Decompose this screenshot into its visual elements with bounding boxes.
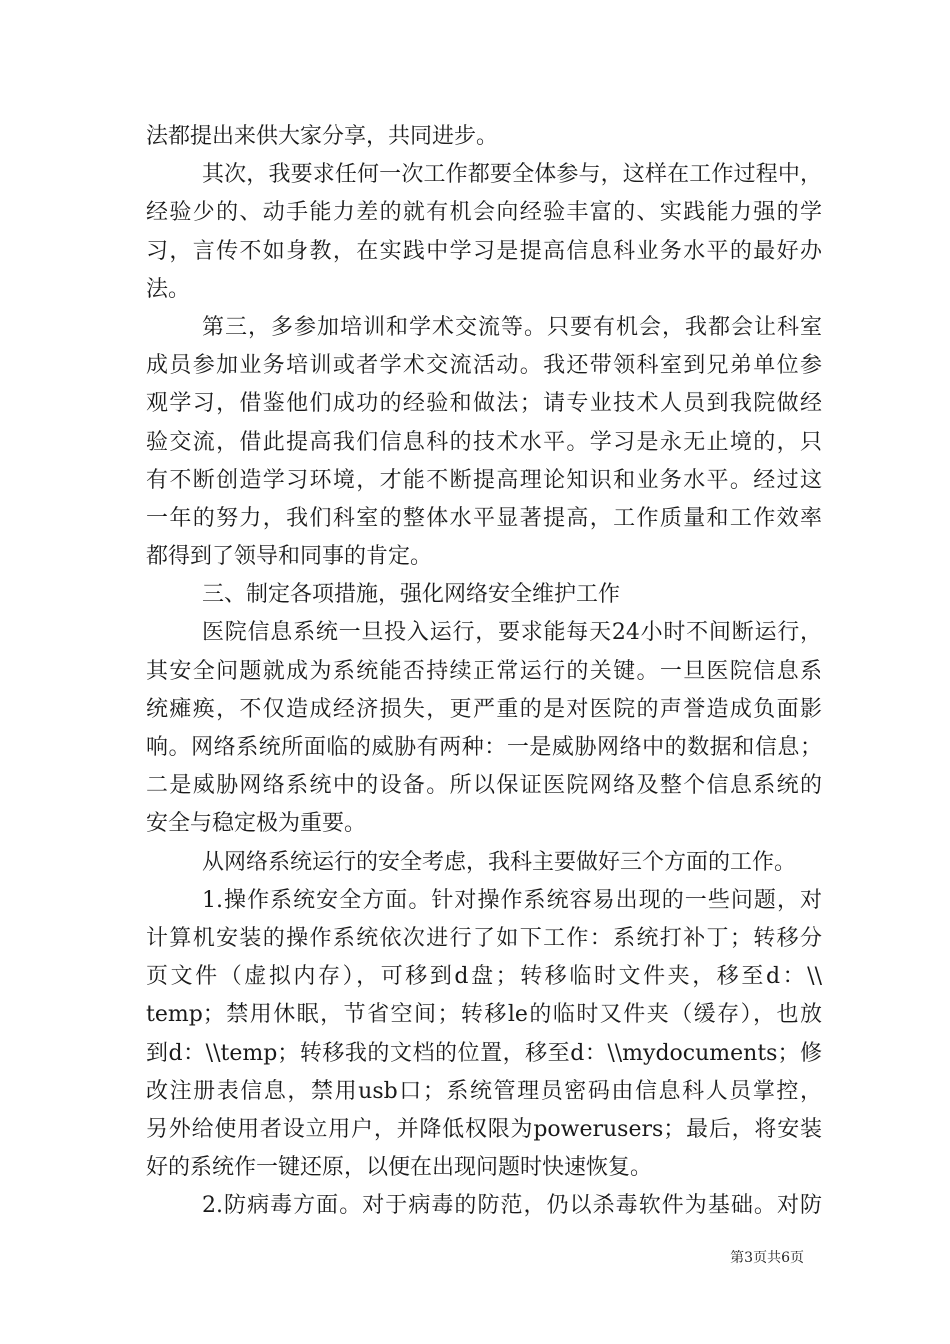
paragraph-line: 另外给使用者设立用户，并降低权限为powerusers；最后，将安装 xyxy=(146,1116,822,1142)
paragraph-line: 经验少的、动手能力差的就有机会向经验丰富的、实践能力强的学 xyxy=(146,200,822,226)
paragraph-line: 2.防病毒方面。对于病毒的防范，仍以杀毒软件为基础。对防 xyxy=(202,1193,822,1219)
paragraph-line: 改注册表信息，禁用usb口；系统管理员密码由信息科人员掌控， xyxy=(146,1078,822,1104)
paragraph-line: 好的系统作一键还原，以便在出现问题时快速恢复。 xyxy=(146,1155,653,1181)
paragraph-line: 二是威胁网络系统中的设备。所以保证医院网络及整个信息系统的 xyxy=(146,773,822,799)
paragraph-line: 计算机安装的操作系统依次进行了如下工作：系统打补丁；转移分 xyxy=(146,925,822,951)
paragraph-line: 观学习，借鉴他们成功的经验和做法；请专业技术人员到我院做经 xyxy=(146,391,822,417)
paragraph-line: 习，言传不如身教，在实践中学习是提高信息科业务水平的最好办 xyxy=(146,238,822,264)
section-heading: 三、制定各项措施，强化网络安全维护工作 xyxy=(202,582,621,608)
paragraph-line: 到d：\\temp；转移我的文档的位置，移至d：\\mydocuments；修 xyxy=(146,1040,822,1066)
paragraph-line: 成员参加业务培训或者学术交流活动。我还带领科室到兄弟单位参 xyxy=(146,353,822,379)
paragraph-line: 页文件（虚拟内存），可移到d盘；转移临时文件夹，移至d：\\ xyxy=(146,964,822,990)
paragraph-line: 法。 xyxy=(146,276,191,302)
paragraph-line: 其次，我要求任何一次工作都要全体参与，这样在工作过程中， xyxy=(202,162,822,188)
paragraph-line: 都得到了领导和同事的肯定。 xyxy=(146,544,433,570)
paragraph-line: 有不断创造学习环境，才能不断提高理论知识和业务水平。经过这 xyxy=(146,467,822,493)
document-body xyxy=(146,118,822,1225)
paragraph-line: 统瘫痪，不仅造成经济损失，更严重的是对医院的声誉造成负面影 xyxy=(146,696,822,722)
paragraph-line: 1.操作系统安全方面。针对操作系统容易出现的一些问题，对 xyxy=(202,887,822,913)
paragraph-line: 其安全问题就成为系统能否持续正常运行的关键。一旦医院信息系 xyxy=(146,658,822,684)
paragraph-line: 医院信息系统一旦投入运行，要求能每天24小时不间断运行， xyxy=(202,620,822,646)
paragraph-line: 安全与稳定极为重要。 xyxy=(146,811,367,837)
paragraph-line: 第三，多参加培训和学术交流等。只要有机会，我都会让科室 xyxy=(202,314,822,340)
paragraph-line: 法都提出来供大家分享，共同进步。 xyxy=(146,124,499,149)
paragraph-line: 一年的努力，我们科室的整体水平显著提高，工作质量和工作效率 xyxy=(146,505,822,531)
page-number-footer: 第3页共6页 xyxy=(730,1250,804,1266)
paragraph-line: temp；禁用休眠，节省空间；转移le的临时又件夹（缓存），也放 xyxy=(146,1002,822,1028)
paragraph-line: 响。网络系统所面临的威胁有两种：一是威胁网络中的数据和信息； xyxy=(146,735,822,760)
paragraph-line: 验交流，借此提高我们信息科的技术水平。学习是永无止境的，只 xyxy=(146,429,822,455)
paragraph-line: 从网络系统运行的安全考虑，我科主要做好三个方面的工作。 xyxy=(202,849,797,875)
